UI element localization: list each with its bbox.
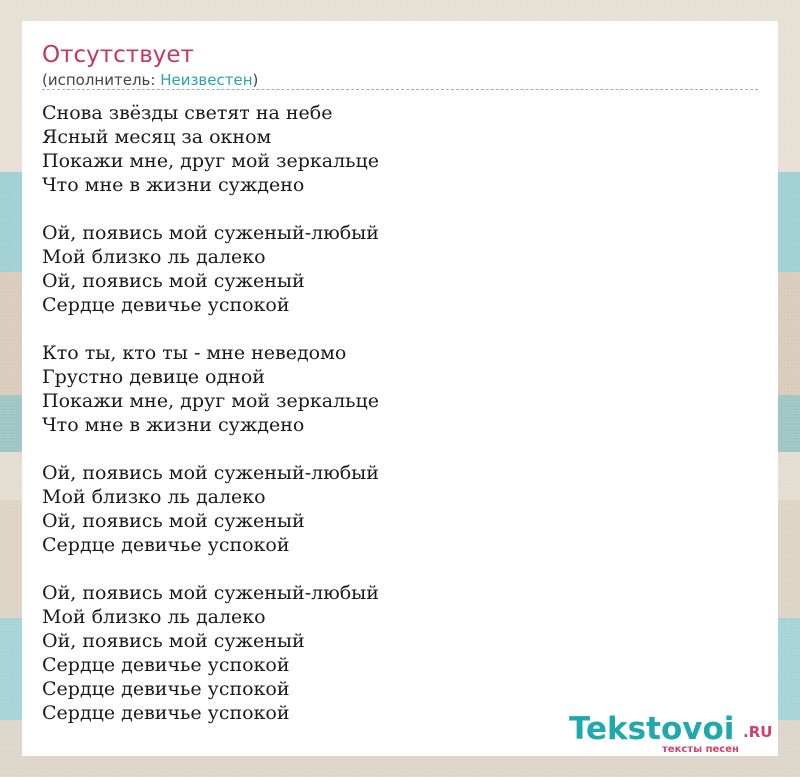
artist-prefix: (исполнитель: — [42, 71, 161, 89]
lyrics-card — [22, 21, 778, 756]
lyric-line: Мой близко ль далеко — [42, 246, 266, 268]
verse-4 — [42, 461, 379, 557]
verse-1 — [42, 101, 379, 197]
lyric-line: Мой близко ль далеко — [42, 606, 266, 628]
logo-wordmark: Tekstovoi — [569, 711, 735, 747]
lyric-line: Что мне в жизни суждено — [42, 174, 305, 196]
artist-link[interactable]: Неизвестен — [160, 71, 253, 89]
lyric-line: Ой, появись мой суженый-любый — [42, 222, 379, 244]
artist-line — [42, 71, 258, 89]
logo-tagline: тексты песен — [662, 744, 739, 755]
lyric-line: Ясный месяц за окном — [42, 126, 272, 148]
lyric-line: Мой близко ль далеко — [42, 486, 266, 508]
lyric-line: Ой, появись мой суженый — [42, 510, 305, 532]
lyric-line: Ой, появись мой суженый-любый — [42, 462, 379, 484]
verse-5 — [42, 581, 379, 725]
lyric-line: Снова звёзды светят на небе — [42, 102, 333, 124]
lyric-line: Покажи мне, друг мой зеркальце — [42, 150, 379, 172]
lyric-line: Кто ты, кто ты - мне неведомо — [42, 342, 347, 364]
divider — [42, 89, 758, 90]
verse-3 — [42, 341, 379, 437]
lyrics-text — [42, 101, 379, 725]
lyric-line: Сердце девичье успокой — [42, 654, 290, 676]
site-logo[interactable] — [569, 711, 779, 755]
lyric-line: Грустно девице одной — [42, 366, 265, 388]
lyric-line: Сердце девичье успокой — [42, 534, 290, 556]
lyric-line: Сердце девичье успокой — [42, 702, 290, 724]
lyric-line: Ой, появись мой суженый-любый — [42, 582, 379, 604]
lyric-line: Ой, появись мой суженый — [42, 270, 305, 292]
logo-tld: .RU — [743, 723, 773, 741]
song-title: Отсутствует — [42, 42, 194, 68]
lyric-line: Сердце девичье успокой — [42, 678, 290, 700]
lyric-line: Сердце девичье успокой — [42, 294, 290, 316]
verse-2 — [42, 221, 379, 317]
lyric-line: Ой, появись мой суженый — [42, 630, 305, 652]
lyric-line: Покажи мне, друг мой зеркальце — [42, 390, 379, 412]
lyric-line: Что мне в жизни суждено — [42, 414, 305, 436]
artist-suffix: ) — [252, 71, 259, 89]
